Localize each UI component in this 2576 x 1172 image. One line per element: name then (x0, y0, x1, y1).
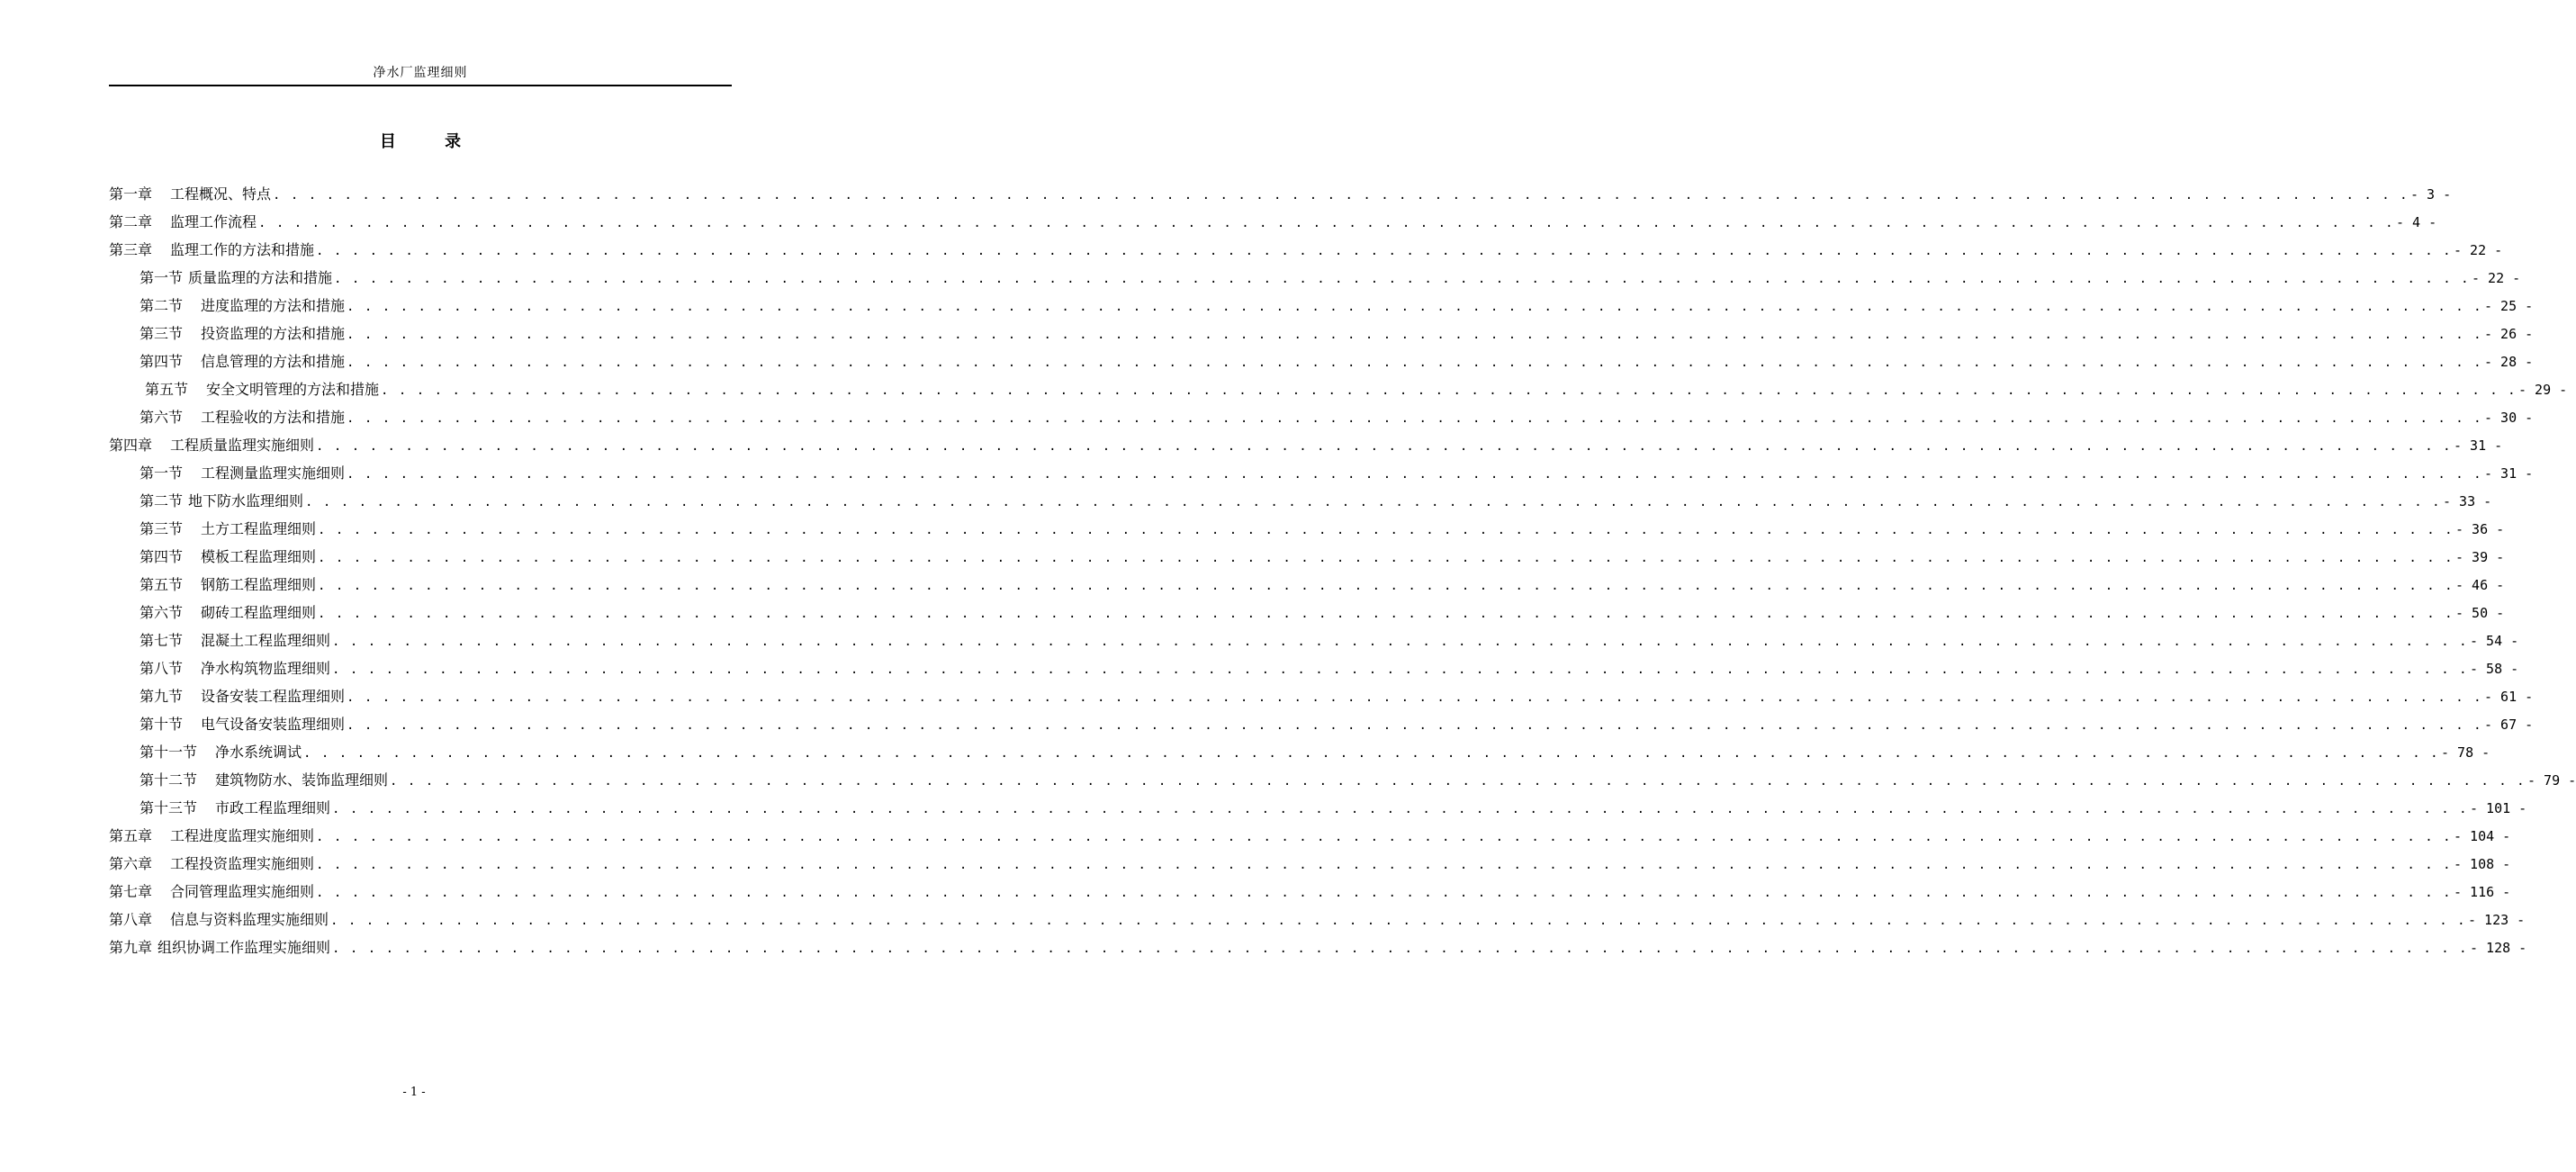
toc-entry-page: - 123 - (2468, 912, 2526, 928)
toc-entry[interactable] (109, 208, 2437, 236)
toc-entry[interactable] (109, 264, 2521, 292)
toc-dot-leader: . . . . . . . . . . . . . . . . . . . . . . . . . . . . . . . . . . . . . . . . . . . . . . . . . . . . . . . . . . . . . . . . . . . . . . . . . . . . . . . . . . . . . . . . . . . . . . . . . . . . . . . . . . . . . . . . . . . . . . . . (318, 523, 2454, 537)
toc-dot-leader: . . . . . . . . . . . . . . . . . . . . . . . . . . . . . . . . . . . . . . . . . . . . . . . . . . . . . . . . . . . . . . . . . . . . . . . . . . . . . . . . . . . . . . . . . . . . . . . . . . . . . . . . . . . . . . . . . . . . . . . . (332, 802, 2468, 816)
toc-entry-number: 第三节 (140, 520, 184, 537)
toc-entry[interactable] (109, 403, 2534, 431)
toc-entry-page: - 22 - (2454, 242, 2503, 258)
toc-entry-title: 质量监理的方法和措施 (188, 269, 333, 286)
toc-entry-title: 进度监理的方法和措施 (201, 297, 346, 314)
toc-entry-page: - 108 - (2454, 856, 2511, 872)
toc-entry-number: 第十二节 (140, 771, 198, 789)
toc-entry-title: 组织协调工作监理实施细则 (158, 939, 331, 956)
toc-entry[interactable] (109, 459, 2534, 487)
toc-entry-title: 净水构筑物监理细则 (201, 660, 331, 677)
toc-entry-title: 地下防水监理细则 (188, 492, 304, 509)
table-of-contents (109, 180, 2576, 961)
toc-entry[interactable] (109, 571, 2505, 599)
toc-entry[interactable] (109, 543, 2505, 571)
toc-dot-leader: . . . . . . . . . . . . . . . . . . . . . . . . . . . . . . . . . . . . . . . . . . . . . . . . . . . . . . . . . . . . . . . . . . . . . . . . . . . . . . . . . . . . . . . . . . . . . . . . . . . . . . . . . . . . . . . . . . . . . . . . (347, 467, 2482, 482)
toc-dot-leader: . . . . . . . . . . . . . . . . . . . . . . . . . . . . . . . . . . . . . . . . . . . . . . . . . . . . . . . . . . . . . . . . . . . . . . . . . . . . . . . . . . . . . . . . . . . . . . . . . . . . . . . . . . . . . . . . . . . . . . . . (316, 830, 2452, 844)
toc-entry-title: 市政工程监理细则 (215, 799, 331, 816)
toc-entry-title: 安全文明管理的方法和措施 (206, 381, 380, 398)
toc-entry-page: - 26 - (2484, 326, 2534, 342)
toc-dot-leader: . . . . . . . . . . . . . . . . . . . . . . . . . . . . . . . . . . . . . . . . . . . . . . . . . . . . . . . . . . . . . . . . . . . . . . . . . . . . . . . . . . . . . . . . . . . . . . . . . . . . . . . . . . . . . . . . . . . . . . . . (318, 607, 2454, 621)
toc-entry-page: - 50 - (2455, 605, 2505, 621)
toc-dot-leader: . . . . . . . . . . . . . . . . . . . . . . . . . . . . . . . . . . . . . . . . . . . . . . . . . . . . . . . . . . . . . . . . . . . . . . . . . . . . . . . . . . . . . . . . . . . . . . . . . . . . . . . . . . . . . . . . . . . . . . . . (330, 914, 2466, 928)
toc-entry-number: 第二节 (140, 492, 184, 509)
toc-entry-number: 第十节 (140, 716, 184, 733)
toc-entry-title: 设备安装工程监理细则 (201, 688, 346, 705)
toc-entry-title: 工程验收的方法和措施 (201, 409, 346, 426)
toc-dot-leader: . . . . . . . . . . . . . . . . . . . . . . . . . . . . . . . . . . . . . . . . . . . . . . . . . . . . . . . . . . . . . . . . . . . . . . . . . . . . . . . . . . . . . . . . . . . . . . . . . . . . . . . . . . . . . . . . . . . . . . . . (258, 216, 2394, 230)
toc-entry[interactable] (109, 236, 2503, 264)
toc-entry-title: 信息与资料监理实施细则 (170, 911, 329, 928)
toc-entry[interactable] (109, 682, 2534, 710)
toc-entry-page: - 31 - (2484, 465, 2534, 482)
toc-dot-leader: . . . . . . . . . . . . . . . . . . . . . . . . . . . . . . . . . . . . . . . . . . . . . . . . . . . . . . . . . . . . . . . . . . . . . . . . . . . . . . . . . . . . . . . . . . . . . . . . . . . . . . . . . . . . . . . . . . . . . . . . (347, 718, 2482, 733)
toc-dot-leader: . . . . . . . . . . . . . . . . . . . . . . . . . . . . . . . . . . . . . . . . . . . . . . . . . . . . . . . . . . . . . . . . . . . . . . . . . . . . . . . . . . . . . . . . . . . . . . . . . . . . . . . . . . . . . . . . . . . . . . . . (273, 188, 2409, 203)
toc-entry[interactable] (109, 710, 2534, 738)
page-number: - 1 - (402, 1086, 426, 1099)
toc-entry-page: - 61 - (2484, 689, 2534, 705)
toc-entry-page: - 54 - (2470, 633, 2519, 649)
toc-dot-leader: . . . . . . . . . . . . . . . . . . . . . . . . . . . . . . . . . . . . . . . . . . . . . . . . . . . . . . . . . . . . . . . . . . . . . . . . . . . . . . . . . . . . . . . . . . . . . . . . . . . . . . . . . . . . . . . . . . . . . . . . (347, 690, 2482, 705)
toc-entry[interactable] (109, 766, 2576, 794)
toc-entry-number: 第七节 (140, 632, 184, 649)
toc-dot-leader: . . . . . . . . . . . . . . . . . . . . . . . . . . . . . . . . . . . . . . . . . . . . . . . . . . . . . . . . . . . . . . . . . . . . . . . . . . . . . . . . . . . . . . . . . . . . . . . . . . . . . . . . . . . . . . . . . . . . . . . . (332, 663, 2468, 677)
toc-entry[interactable] (109, 850, 2511, 878)
toc-entry-title: 信息管理的方法和措施 (201, 353, 346, 370)
toc-entry-number: 第四节 (140, 353, 184, 370)
toc-entry-page: - 30 - (2484, 410, 2534, 426)
toc-entry-page: - 101 - (2470, 800, 2527, 816)
toc-dot-leader: . . . . . . . . . . . . . . . . . . . . . . . . . . . . . . . . . . . . . . . . . . . . . . . . . . . . . . . . . . . . . . . . . . . . . . . . . . . . . . . . . . . . . . . . . . . . . . . . . . . . . . . . . . . . . . . . . . . . . . . . (318, 551, 2454, 565)
toc-entry[interactable] (109, 627, 2519, 654)
toc-entry-title: 电气设备安装监理细则 (201, 716, 346, 733)
toc-entry-page: - 28 - (2484, 354, 2534, 370)
toc-entry[interactable] (109, 515, 2505, 543)
toc-entry-title: 工程概况、特点 (170, 185, 272, 203)
toc-entry-page: - 79 - (2527, 772, 2576, 789)
toc-entry-title: 模板工程监理细则 (201, 548, 317, 565)
toc-dot-leader: . . . . . . . . . . . . . . . . . . . . . . . . . . . . . . . . . . . . . . . . . . . . . . . . . . . . . . . . . . . . . . . . . . . . . . . . . . . . . . . . . . . . . . . . . . . . . . . . . . . . . . . . . . . . . . . . . . . . . . . . (347, 356, 2482, 370)
toc-entry-number: 第七章 (109, 883, 153, 900)
toc-dot-leader: . . . . . . . . . . . . . . . . . . . . . . . . . . . . . . . . . . . . . . . . . . . . . . . . . . . . . . . . . . . . . . . . . . . . . . . . . . . . . . . . . . . . . . . . . . . . . . . . . . . . . . . . . . . . . . . . . . . . . . . . (316, 858, 2452, 872)
toc-dot-leader: . . . . . . . . . . . . . . . . . . . . . . . . . . . . . . . . . . . . . . . . . . . . . . . . . . . . . . . . . . . . . . . . . . . . . . . . . . . . . . . . . . . . . . . . . . . . . . . . . . . . . . . . . . . . . . . . . . . . . . . . (347, 411, 2482, 426)
toc-entry-title: 合同管理监理实施细则 (170, 883, 315, 900)
toc-entry-number: 第三章 (109, 241, 153, 258)
toc-entry-number: 第九章 (109, 939, 153, 956)
toc-entry-number: 第五节 (145, 381, 189, 398)
toc-entry-number: 第六章 (109, 855, 153, 872)
toc-dot-leader: . . . . . . . . . . . . . . . . . . . . . . . . . . . . . . . . . . . . . . . . . . . . . . . . . . . . . . . . . . . . . . . . . . . . . . . . . . . . . . . . . . . . . . . . . . . . . . . . . . . . . . . . . . . . . . . . . . . . . . . . (332, 635, 2468, 649)
toc-entry[interactable] (109, 431, 2503, 459)
toc-entry-page: - 67 - (2484, 717, 2534, 733)
toc-entry-title: 净水系统调试 (215, 744, 302, 761)
toc-entry-page: - 3 - (2410, 186, 2452, 203)
toc-entry[interactable] (109, 878, 2511, 906)
toc-entry[interactable] (109, 933, 2527, 961)
toc-entry-number: 第六节 (140, 409, 184, 426)
header-rule (109, 85, 732, 86)
toc-entry-title: 混凝土工程监理细则 (201, 632, 331, 649)
toc-entry-title: 工程测量监理实施细则 (201, 464, 346, 482)
running-header: 净水厂监理细则 (373, 66, 468, 80)
toc-entry[interactable] (109, 794, 2527, 822)
toc-entry-title: 建筑物防水、装饰监理细则 (215, 771, 389, 789)
toc-title: 目 录 (379, 132, 483, 151)
toc-entry-number: 第六节 (140, 604, 184, 621)
toc-entry-title: 土方工程监理细则 (201, 520, 317, 537)
toc-entry-page: - 4 - (2396, 214, 2437, 230)
toc-dot-leader: . . . . . . . . . . . . . . . . . . . . . . . . . . . . . . . . . . . . . . . . . . . . . . . . . . . . . . . . . . . . . . . . . . . . . . . . . . . . . . . . . . . . . . . . . . . . . . . . . . . . . . . . . . . . . . . . . . . . . . . . (316, 244, 2452, 258)
toc-entry[interactable] (109, 292, 2534, 320)
toc-entry-number: 第五章 (109, 827, 153, 844)
toc-dot-leader: . . . . . . . . . . . . . . . . . . . . . . . . . . . . . . . . . . . . . . . . . . . . . . . . . . . . . . . . . . . . . . . . . . . . . . . . . . . . . . . . . . . . . . . . . . . . . . . . . . . . . . . . . . . . . . . . . . . . . . . . (316, 439, 2452, 454)
toc-entry-title: 砌砖工程监理细则 (201, 604, 317, 621)
toc-entry[interactable] (109, 906, 2526, 933)
toc-entry-number: 第四节 (140, 548, 184, 565)
toc-entry-page: - 78 - (2441, 744, 2490, 761)
toc-dot-leader: . . . . . . . . . . . . . . . . . . . . . . . . . . . . . . . . . . . . . . . . . . . . . . . . . . . . . . . . . . . . . . . . . . . . . . . . . . . . . . . . . . . . . . . . . . . . . . . . . . . . . . . . . . . . . . . . . . . . . . . . (316, 886, 2452, 900)
toc-dot-leader: . . . . . . . . . . . . . . . . . . . . . . . . . . . . . . . . . . . . . . . . . . . . . . . . . . . . . . . . . . . . . . . . . . . . . . . . . . . . . . . . . . . . . . . . . . . . . . . . . . . . . . . . . . . . . . . . . . . . . . . . (334, 272, 2470, 286)
toc-entry[interactable] (109, 738, 2490, 766)
toc-entry-number: 第八节 (140, 660, 184, 677)
toc-entry[interactable] (109, 320, 2534, 347)
toc-entry-number: 第二章 (109, 213, 153, 230)
toc-entry-number: 第一章 (109, 185, 153, 203)
toc-entry-number: 第九节 (140, 688, 184, 705)
toc-entry-number: 第四章 (109, 437, 153, 454)
toc-entry-title: 投资监理的方法和措施 (201, 325, 346, 342)
toc-entry-page: - 104 - (2454, 828, 2511, 844)
toc-entry[interactable] (109, 180, 2452, 208)
toc-entry-title: 工程进度监理实施细则 (170, 827, 315, 844)
toc-entry-page: - 22 - (2472, 270, 2521, 286)
toc-entry-page: - 25 - (2484, 298, 2534, 314)
toc-entry-title: 监理工作的方法和措施 (170, 241, 315, 258)
toc-dot-leader: . . . . . . . . . . . . . . . . . . . . . . . . . . . . . . . . . . . . . . . . . . . . . . . . . . . . . . . . . . . . . . . . . . . . . . . . . . . . . . . . . . . . . . . . . . . . . . . . . . . . . . . . . . . . . . . . . . . . . . . . (305, 495, 2441, 509)
toc-entry[interactable] (109, 487, 2492, 515)
toc-dot-leader: . . . . . . . . . . . . . . . . . . . . . . . . . . . . . . . . . . . . . . . . . . . . . . . . . . . . . . . . . . . . . . . . . . . . . . . . . . . . . . . . . . . . . . . . . . . . . . . . . . . . . . . . . . . . . . . . . . . . . . . . (347, 328, 2482, 342)
toc-entry-number: 第五节 (140, 576, 184, 593)
toc-entry-page: - 116 - (2454, 884, 2511, 900)
toc-entry[interactable] (109, 347, 2534, 375)
toc-entry-number: 第二节 (140, 297, 184, 314)
toc-dot-leader: . . . . . . . . . . . . . . . . . . . . . . . . . . . . . . . . . . . . . . . . . . . . . . . . . . . . . . . . . . . . . . . . . . . . . . . . . . . . . . . . . . . . . . . . . . . . . . . . . . . . . . . . . . . . . . . . . . . . . . . . (332, 942, 2468, 956)
toc-dot-leader: . . . . . . . . . . . . . . . . . . . . . . . . . . . . . . . . . . . . . . . . . . . . . . . . . . . . . . . . . . . . . . . . . . . . . . . . . . . . . . . . . . . . . . . . . . . . . . . . . . . . . . . . . . . . . . . . . . . . . . . . (318, 579, 2454, 593)
toc-entry-number: 第一节 (140, 464, 184, 482)
toc-entry-title: 工程投资监理实施细则 (170, 855, 315, 872)
toc-dot-leader: . . . . . . . . . . . . . . . . . . . . . . . . . . . . . . . . . . . . . . . . . . . . . . . . . . . . . . . . . . . . . . . . . . . . . . . . . . . . . . . . . . . . . . . . . . . . . . . . . . . . . . . . . . . . . . . . . . . . . . . . (390, 774, 2526, 789)
toc-entry-number: 第八章 (109, 911, 153, 928)
toc-entry[interactable] (109, 654, 2519, 682)
toc-entry-page: - 128 - (2470, 940, 2527, 956)
toc-entry[interactable] (109, 599, 2505, 627)
toc-entry-page: - 36 - (2455, 521, 2505, 537)
toc-entry-page: - 46 - (2455, 577, 2505, 593)
toc-entry-page: - 31 - (2454, 437, 2503, 454)
toc-dot-leader: . . . . . . . . . . . . . . . . . . . . . . . . . . . . . . . . . . . . . . . . . . . . . . . . . . . . . . . . . . . . . . . . . . . . . . . . . . . . . . . . . . . . . . . . . . . . . . . . . . . . . . . . . . . . . . . . . . . . . . . . (347, 300, 2482, 314)
toc-entry-page: - 58 - (2470, 661, 2519, 677)
toc-dot-leader: . . . . . . . . . . . . . . . . . . . . . . . . . . . . . . . . . . . . . . . . . . . . . . . . . . . . . . . . . . . . . . . . . . . . . . . . . . . . . . . . . . . . . . . . . . . . . . . . . . . . . . . . . . . . . . . . . . . . . . . . (303, 746, 2439, 761)
toc-entry[interactable] (109, 375, 2568, 403)
toc-entry-page: - 39 - (2455, 549, 2505, 565)
toc-entry-number: 第一节 (140, 269, 184, 286)
toc-entry-page: - 29 - (2518, 382, 2568, 398)
toc-entry-number: 第十三节 (140, 799, 198, 816)
toc-entry[interactable] (109, 822, 2511, 850)
toc-dot-leader: . . . . . . . . . . . . . . . . . . . . . . . . . . . . . . . . . . . . . . . . . . . . . . . . . . . . . . . . . . . . . . . . . . . . . . . . . . . . . . . . . . . . . . . . . . . . . . . . . . . . . . . . . . . . . . . . . . . . . . . . (381, 383, 2517, 398)
toc-entry-number: 第三节 (140, 325, 184, 342)
toc-entry-page: - 33 - (2443, 493, 2492, 509)
toc-entry-number: 第十一节 (140, 744, 198, 761)
toc-entry-title: 钢筋工程监理细则 (201, 576, 317, 593)
toc-entry-title: 工程质量监理实施细则 (170, 437, 315, 454)
toc-entry-title: 监理工作流程 (170, 213, 257, 230)
